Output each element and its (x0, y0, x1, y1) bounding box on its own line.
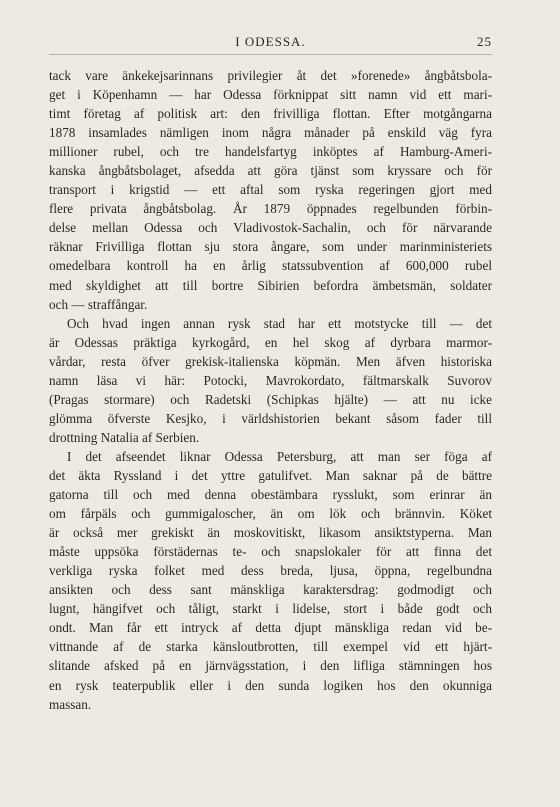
page-header (49, 32, 492, 54)
text-line: tack vare änkekejsarinnans privilegier åt det »forenede» ångbåtsbola- (49, 68, 492, 83)
text-line: drottning Natalia af Serbien. (49, 429, 200, 445)
text-line: glömma öfverste Kesjko, i världshistorien bekant såsom fader till (49, 410, 492, 426)
text-line: flere privata ångbåtsbolag. År 1879 öppnades regelbunden förbin- (49, 201, 492, 217)
text-line: verkliga ryska folket med dess breda, ljusa, öppna, regelbundna (49, 563, 492, 579)
text-line: ondt. Man får ett intryck af detta djupt mänskliga redan vid be- (49, 620, 492, 636)
paragraph-first-line: I det afseendet liknar Odessa Petersburg, att man ser föga af (67, 448, 492, 464)
text-line: (Pragas stormare) och Radetski (Schipkas hjälte) — att nu icke (49, 391, 492, 407)
text-line: lugnt, hängifvet och tåligt, starkt i lidelse, stort i både godt och (49, 601, 492, 617)
text-line: 1878 insamlades nämligen inom några månader på enskild väg fyra (49, 125, 492, 141)
text-line: och — straffångar. (49, 296, 148, 312)
text-line: en rysk teaterpublik eller i den sunda logiken hos den okunniga (49, 677, 492, 693)
running-title: I ODESSA. (235, 34, 306, 49)
body-text (49, 66, 492, 714)
text-line: är Odessas präktiga kyrkogård, en hel skog af dyrbara marmor- (49, 334, 492, 350)
text-line: omedelbara kontroll ha en årlig statssubvention af 600,000 rubel (49, 258, 492, 274)
paragraph-first-line: Och hvad ingen annan rysk stad har ett motstycke till — det (67, 315, 492, 331)
text-line: delse mellan Odessa och Vladivostok-Sachalin, och för närvarande (49, 220, 492, 236)
text-line: transport i krigstid — ett aftal som ryska regeringen gjort med (49, 182, 492, 198)
text-line: kanska ångbåtsbolaget, afsedda att göra tjänst som kryssare och för (49, 163, 492, 179)
text-line: ansikten och dess sant mänskliga karaktersdrag: godmodigt och (49, 582, 492, 598)
text-line: räknar Frivilliga flottan sju stora ångare, som under marinministeriets (49, 239, 492, 255)
text-line: gatorna till och med denna obestämbara rysslukt, som erinrar än (49, 487, 492, 503)
text-line: är också mer grekiskt än moskovitiskt, likasom ansiktstyperna. Man (49, 525, 492, 541)
page-number: 25 (477, 34, 492, 49)
text-line: namn läsa vi här: Potocki, Mavrokordato, fältmarskalk Suvorov (49, 372, 492, 388)
header-rule (49, 54, 492, 55)
text-line: vårdar, resta öfver grekisk-italienska köpmän. Men äfven historiska (49, 353, 492, 369)
text-line: slitande afsked på en järnvägsstation, i den lifliga stämningen hos (49, 658, 492, 674)
text-line: med skyldighet att till bortre Sibirien befordra ämbetsmän, soldater (49, 277, 492, 293)
text-line: om fårpäls och gummigaloscher, än om lök och brännvin. Köket (49, 506, 492, 522)
text-line: det äkta Ryssland i det yttre gatulifvet. Man saknar på de bättre (49, 467, 492, 483)
text-line: massan. (49, 696, 92, 712)
text-line: millioner rubel, och tre handelsfartyg inköptes af Hamburg-Ameri- (49, 144, 492, 160)
text-line: timt företag af politisk art: den frivilliga flottan. Efter motgångarna (49, 106, 492, 122)
text-line: get i Köpenhamn — har Odessa förknippat sitt namn vid ett mari- (49, 87, 492, 103)
book-page (49, 32, 492, 714)
text-line: måste uppsöka förstädernas te- och snapslokaler för att finna det (49, 544, 492, 560)
text-line: vittnande af de starka känsloutbrotten, till exempel vid ett hjärt- (49, 639, 492, 655)
